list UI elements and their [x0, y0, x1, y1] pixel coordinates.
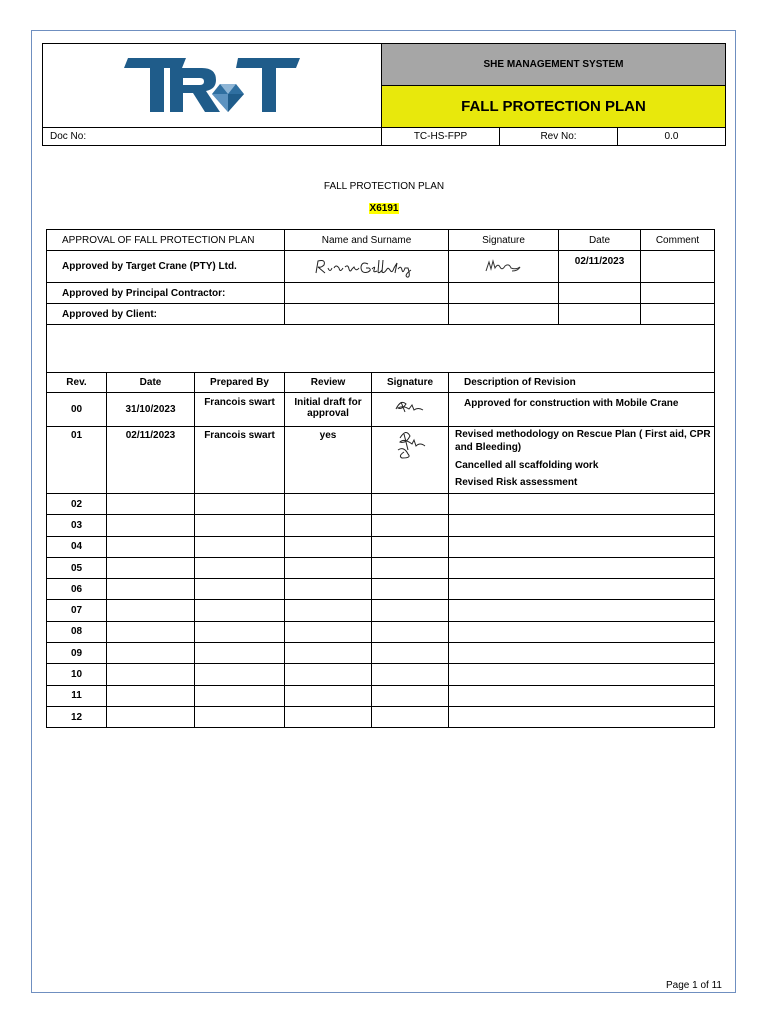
rev-prepared-by — [195, 643, 285, 664]
approval-comment — [641, 283, 715, 304]
rev-number: 04 — [47, 536, 107, 557]
rev-description — [449, 664, 715, 685]
rev-number: 11 — [47, 685, 107, 706]
rev-prepared-by — [195, 706, 285, 727]
doc-no-label: Doc No: — [43, 128, 382, 146]
approver-name-signature — [285, 251, 449, 283]
rev-review — [285, 494, 372, 515]
rev-signature — [372, 643, 449, 664]
rev-number: 01 — [47, 427, 107, 494]
rev-description — [449, 685, 715, 706]
rev-signature — [372, 579, 449, 600]
rev-date — [107, 643, 195, 664]
name-surname-header: Name and Surname — [285, 230, 449, 251]
approver-signature — [449, 304, 559, 325]
rev-date — [107, 600, 195, 621]
rev-number: 06 — [47, 579, 107, 600]
signature-icon — [393, 397, 427, 417]
rev-prepared-by — [195, 557, 285, 578]
review-header: Review — [285, 373, 372, 393]
rev-number: 08 — [47, 621, 107, 642]
rev-description — [449, 600, 715, 621]
rev-prepared-by — [195, 685, 285, 706]
description-line: Cancelled all scaffolding work — [455, 460, 599, 471]
rev-number: 00 — [47, 393, 107, 427]
rev-prepared-by: Francois swart — [195, 393, 285, 427]
rev-description — [449, 393, 715, 427]
rev-signature — [372, 621, 449, 642]
rev-review — [285, 621, 372, 642]
signature-header: Signature — [372, 373, 449, 393]
approval-label: Approved by Client: — [47, 304, 285, 325]
rev-signature — [372, 600, 449, 621]
blank-cell — [47, 325, 715, 373]
rev-number: 07 — [47, 600, 107, 621]
document-type-title: FALL PROTECTION PLAN — [382, 86, 726, 128]
revision-row — [47, 664, 715, 685]
rev-date — [107, 579, 195, 600]
signature-icon — [482, 257, 526, 277]
company-logo — [43, 44, 382, 128]
approval-label: Approved by Target Crane (PTY) Ltd. — [47, 251, 285, 283]
revision-row — [47, 621, 715, 642]
rev-signature — [372, 393, 449, 427]
approval-heading: APPROVAL OF FALL PROTECTION PLAN — [47, 230, 285, 251]
rev-number: 02 — [47, 494, 107, 515]
rev-review — [285, 515, 372, 536]
rev-description — [449, 706, 715, 727]
approval-label: Approved by Principal Contractor: — [47, 283, 285, 304]
rev-signature — [372, 664, 449, 685]
signature-header: Signature — [449, 230, 559, 251]
rev-review: Initial draft for approval — [285, 393, 372, 427]
rev-description — [449, 557, 715, 578]
rev-prepared-by — [195, 664, 285, 685]
rev-prepared-by: Francois swart — [195, 427, 285, 494]
description-header: Description of Revision — [449, 373, 715, 393]
doc-code: TC-HS-FPP — [382, 128, 500, 146]
approval-comment — [641, 251, 715, 283]
rev-date — [107, 664, 195, 685]
approver-name — [285, 283, 449, 304]
rev-number: 10 — [47, 664, 107, 685]
description-line: Revised methodology on Rescue Plan ( First aid, CPR and Bleeding) — [455, 429, 711, 453]
rev-review — [285, 664, 372, 685]
rev-description — [449, 579, 715, 600]
description-line: Approved for construction with Mobile Crane — [464, 398, 679, 409]
revision-row — [47, 706, 715, 727]
prepared-by-header: Prepared By — [195, 373, 285, 393]
blank-spacer-row — [47, 325, 715, 373]
revision-row — [47, 427, 715, 494]
rev-prepared-by — [195, 515, 285, 536]
rev-date — [107, 515, 195, 536]
rev-no-label: Rev No: — [500, 128, 618, 146]
rev-prepared-by — [195, 579, 285, 600]
rev-review — [285, 643, 372, 664]
rev-date — [107, 557, 195, 578]
rev-signature — [372, 536, 449, 557]
approver-signature — [449, 251, 559, 283]
rev-prepared-by — [195, 600, 285, 621]
rev-review — [285, 557, 372, 578]
rev-review — [285, 600, 372, 621]
revision-row — [47, 600, 715, 621]
rev-signature — [372, 706, 449, 727]
rev-review — [285, 685, 372, 706]
revision-row — [47, 579, 715, 600]
rev-header: Rev. — [47, 373, 107, 393]
approval-row — [47, 283, 715, 304]
rev-prepared-by — [195, 536, 285, 557]
revision-header-row — [47, 373, 715, 393]
rev-date — [107, 536, 195, 557]
rev-review: yes — [285, 427, 372, 494]
revision-row — [47, 536, 715, 557]
document-reference — [0, 203, 768, 214]
revision-row — [47, 393, 715, 427]
rev-signature — [372, 685, 449, 706]
revision-row — [47, 515, 715, 536]
date-header: Date — [107, 373, 195, 393]
approval-date — [559, 304, 641, 325]
she-system-label: SHE MANAGEMENT SYSTEM — [382, 44, 726, 86]
rev-review — [285, 579, 372, 600]
trt-logo-icon — [124, 56, 300, 116]
rev-number: 05 — [47, 557, 107, 578]
rev-date: 31/10/2023 — [107, 393, 195, 427]
rev-number: 09 — [47, 643, 107, 664]
rev-signature — [372, 515, 449, 536]
rev-number: 12 — [47, 706, 107, 727]
rev-date — [107, 494, 195, 515]
page-number: Page 1 of 11 — [666, 980, 722, 991]
approval-comment — [641, 304, 715, 325]
rev-date — [107, 706, 195, 727]
approval-row — [47, 304, 715, 325]
date-header: Date — [559, 230, 641, 251]
rev-date — [107, 685, 195, 706]
rev-description — [449, 536, 715, 557]
rev-description — [449, 515, 715, 536]
rev-description — [449, 643, 715, 664]
approval-revision-table — [46, 229, 715, 728]
revision-row — [47, 494, 715, 515]
description-line: Revised Risk assessment — [455, 477, 578, 488]
rev-review — [285, 706, 372, 727]
approver-name — [285, 304, 449, 325]
reference-highlight: X6191 — [369, 203, 399, 214]
approval-date — [559, 283, 641, 304]
rev-no-value: 0.0 — [618, 128, 726, 146]
document-title: FALL PROTECTION PLAN — [323, 181, 445, 192]
rev-description — [449, 621, 715, 642]
rev-prepared-by — [195, 494, 285, 515]
approver-signature — [449, 283, 559, 304]
rev-description — [449, 427, 715, 494]
handwritten-name-icon — [312, 256, 422, 278]
signature-icon — [392, 428, 428, 462]
rev-number: 03 — [47, 515, 107, 536]
approval-header-row — [47, 230, 715, 251]
rev-date — [107, 621, 195, 642]
rev-description — [449, 494, 715, 515]
approval-date: 02/11/2023 — [559, 251, 641, 283]
rev-signature — [372, 427, 449, 494]
rev-signature — [372, 494, 449, 515]
comment-header: Comment — [641, 230, 715, 251]
rev-date: 02/11/2023 — [107, 427, 195, 494]
revision-row — [47, 685, 715, 706]
revision-row — [47, 557, 715, 578]
rev-signature — [372, 557, 449, 578]
rev-prepared-by — [195, 621, 285, 642]
approval-row — [47, 251, 715, 283]
rev-review — [285, 536, 372, 557]
revision-row — [47, 643, 715, 664]
document-header — [42, 43, 726, 146]
